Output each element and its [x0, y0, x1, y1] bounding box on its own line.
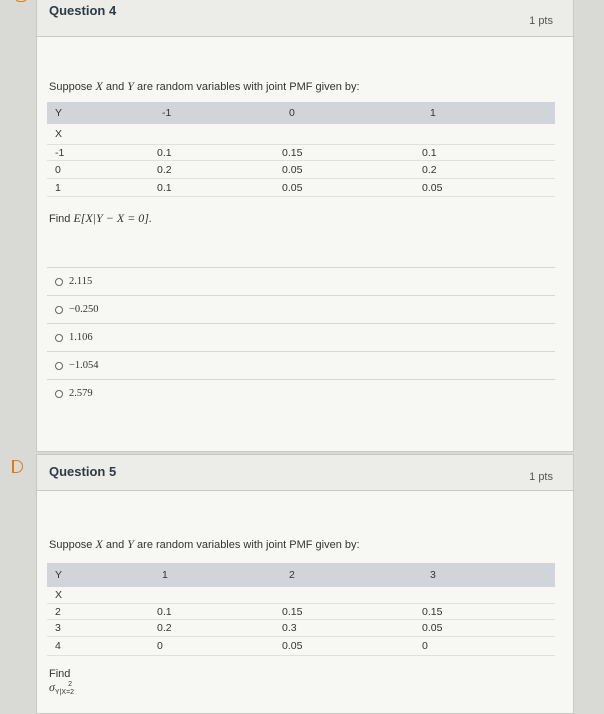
joint-pmf-table [47, 563, 555, 656]
header-cell: 1 [430, 107, 436, 119]
question-title: Question 4 [49, 3, 117, 18]
header-cell: 0 [289, 107, 295, 119]
find-expression: Find E[X|Y − X = 0]. [49, 211, 152, 225]
table-header-row [47, 563, 555, 587]
question-prompt: Suppose X and Y are random variables with joint PMF given by: [49, 79, 360, 93]
header-cell: 1 [162, 569, 168, 581]
table-row: 0 0.2 0.05 0.2 [47, 161, 555, 179]
question-4-header [37, 0, 573, 37]
header-cell: Y [55, 569, 63, 581]
points-label: 1 pts [529, 15, 553, 27]
question-flag-icon-top [14, 0, 28, 2]
answer-option[interactable]: 2.115 [47, 267, 555, 295]
table-row: 2 0.1 0.15 0.15 [47, 604, 555, 620]
radio-button[interactable] [55, 306, 63, 314]
question-4-card [36, 0, 574, 452]
header-cell: Y [55, 107, 63, 119]
answer-option[interactable]: 2.579 [47, 379, 555, 407]
answer-option[interactable]: 1.106 [47, 323, 555, 351]
points-label: 1 pts [529, 471, 553, 483]
radio-button[interactable] [55, 278, 63, 286]
joint-pmf-table [47, 102, 555, 197]
header-cell: -1 [162, 107, 172, 119]
x-label: X [55, 589, 63, 601]
table-row: 4 0 0.05 0 [47, 637, 555, 656]
table-row: -1 0.1 0.15 0.1 [47, 145, 555, 161]
x-label: X [55, 128, 63, 140]
radio-button[interactable] [55, 390, 63, 398]
table-row: 1 0.1 0.05 0.05 [47, 179, 555, 197]
answer-list [47, 267, 555, 407]
find-expression: Find $\sigma_{Y|X=2}^2$ [49, 668, 75, 697]
answer-option[interactable]: −0.250 [47, 295, 555, 323]
table-row [47, 124, 555, 145]
table-header-row [47, 102, 555, 124]
question-prompt: Suppose X and Y are random variables with joint PMF given by: [49, 537, 360, 551]
header-cell: 2 [289, 569, 295, 581]
header-cell: 3 [430, 569, 436, 581]
question-title: Question 5 [49, 464, 117, 479]
table-row [47, 587, 555, 604]
question-flag-icon [12, 460, 23, 473]
table-row: 3 0.2 0.3 0.05 [47, 620, 555, 637]
question-5-header [37, 455, 573, 491]
answer-option[interactable]: −1.054 [47, 351, 555, 379]
radio-button[interactable] [55, 362, 63, 370]
question-5-card [36, 454, 574, 714]
radio-button[interactable] [55, 334, 63, 342]
